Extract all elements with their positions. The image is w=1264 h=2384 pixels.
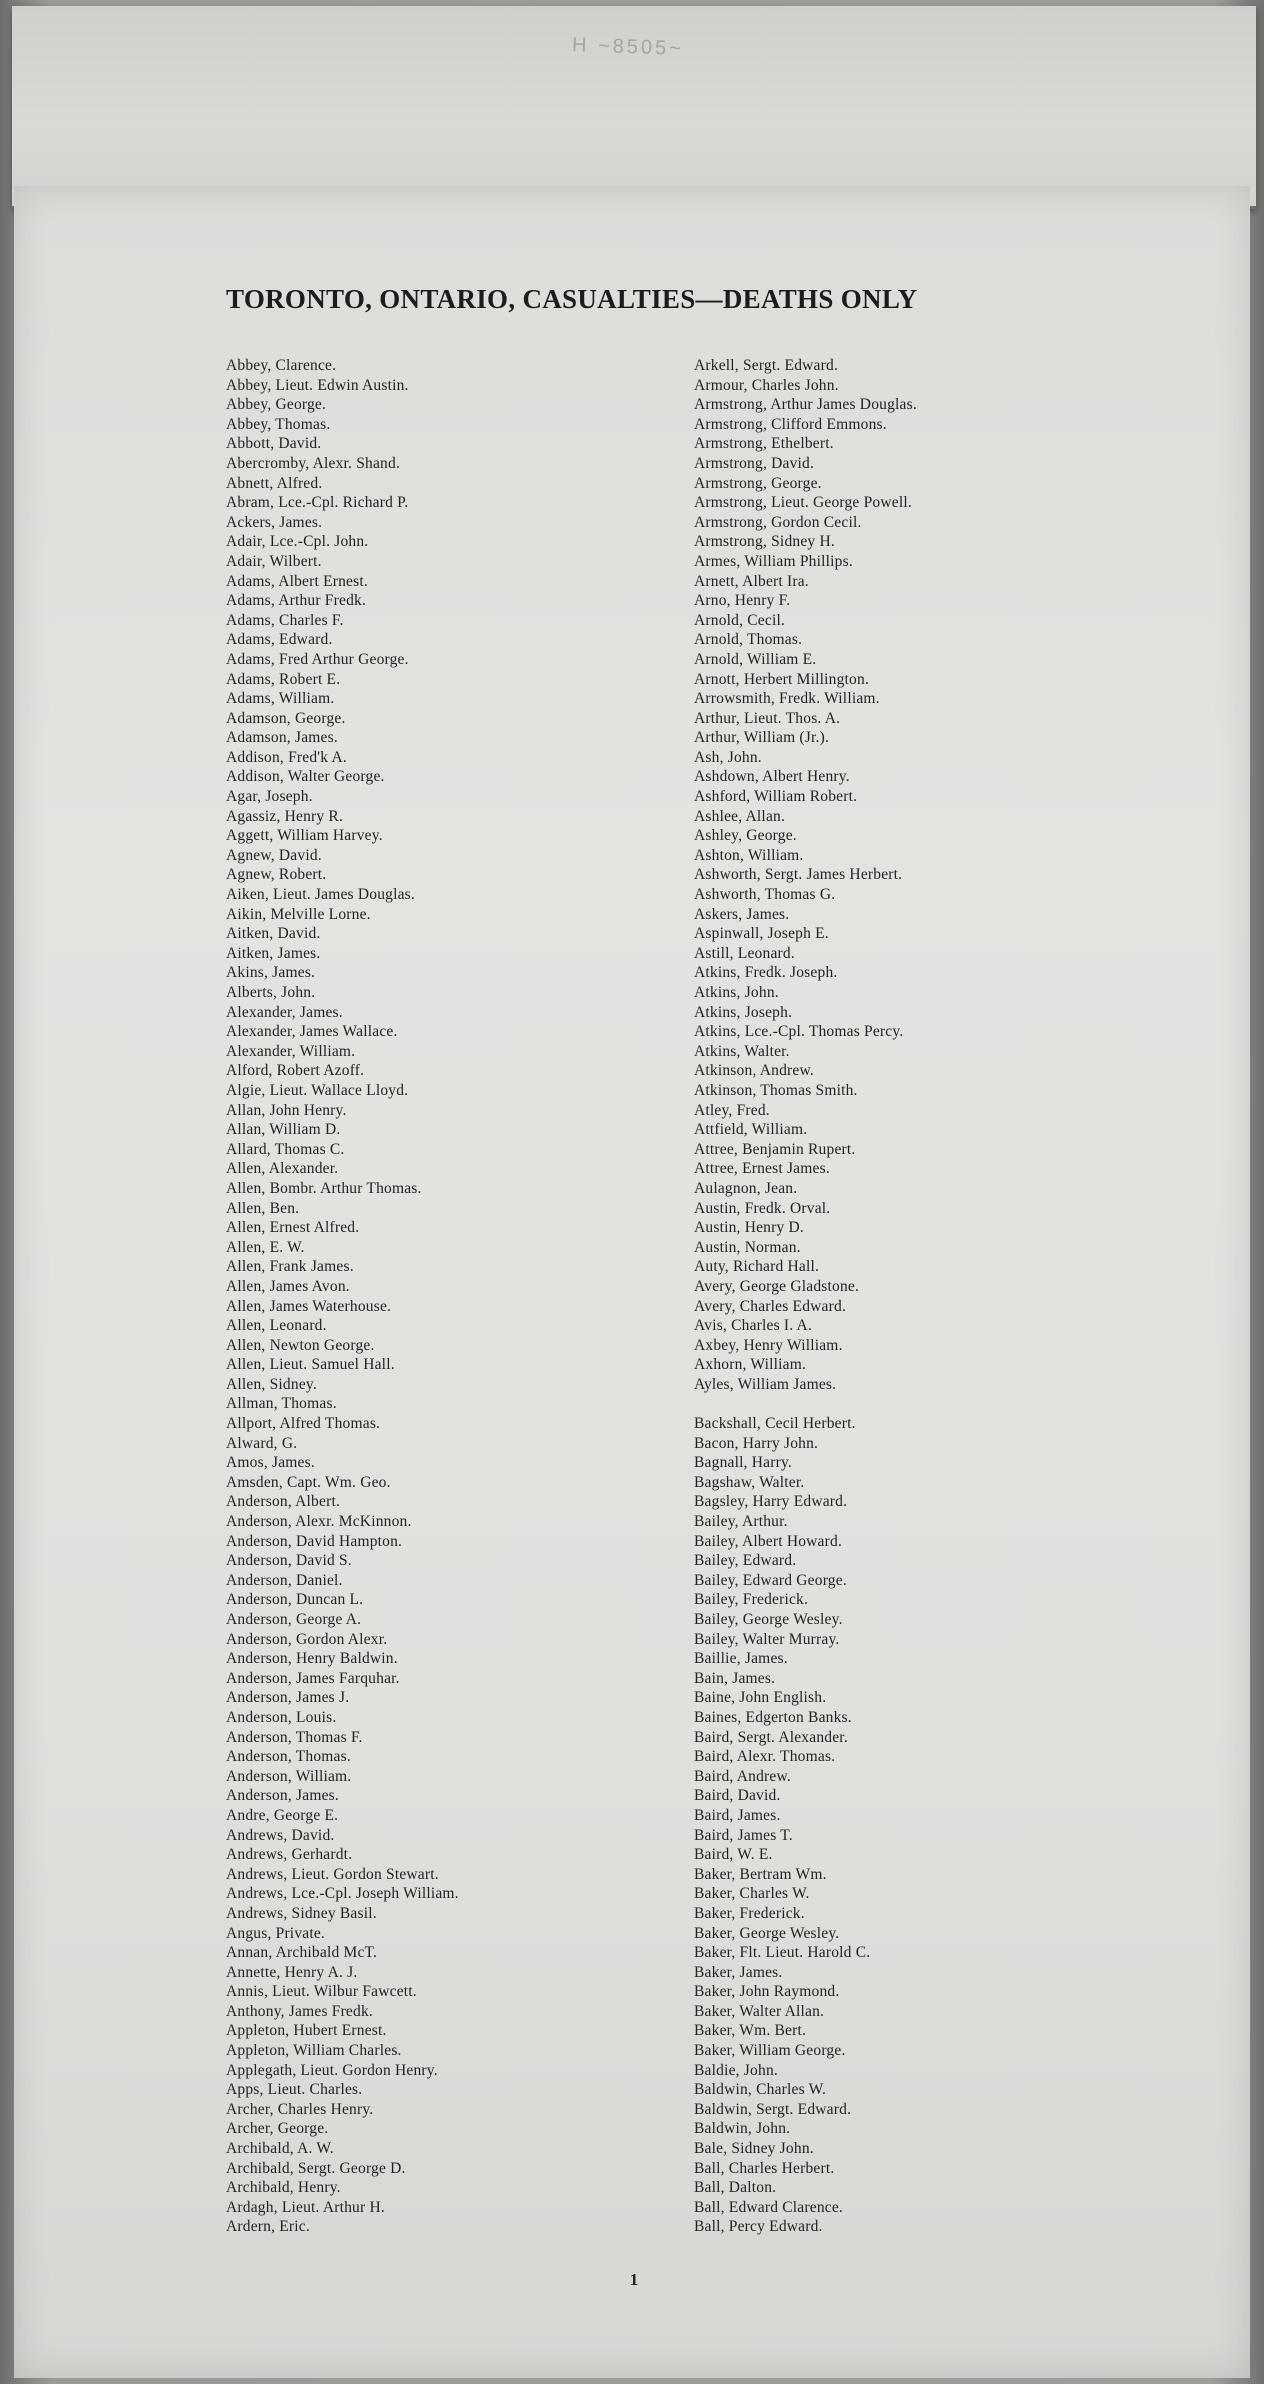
casualty-name: Adams, Arthur Fredk. [226, 592, 367, 610]
casualty-name: Atkins, John. [694, 984, 779, 1001]
casualty-name: Bagsley, Harry Edward. [694, 1493, 848, 1511]
casualty-name: Baker, Frederick. [694, 1904, 805, 1922]
casualty-name: Anderson, David Hampton. [226, 1532, 403, 1550]
casualty-name: Appleton, William Charles. [226, 2042, 402, 2060]
casualty-name: Alexander, James Wallace. [226, 1023, 398, 1041]
casualty-name: Abbey, Thomas. [226, 415, 331, 433]
casualty-name: Allport, Alfred Thomas. [226, 1415, 381, 1433]
casualty-name: Algie, Lieut. Wallace Lloyd. [226, 1081, 409, 1099]
casualty-name: Bacon, Harry John. [694, 1434, 819, 1452]
casualty-name: Baker, William George. [694, 2042, 846, 2060]
casualty-name: Armstrong, Clifford Emmons. [694, 415, 887, 433]
casualty-name: Archibald, Henry. [226, 2179, 341, 2197]
casualty-name: Addison, Walter George. [226, 768, 385, 786]
casualty-name: Allen, Ernest Alfred. [226, 1219, 360, 1237]
casualty-name: Armour, Charles John. [694, 376, 839, 394]
casualty-name: Akins, James. [226, 964, 316, 982]
casualty-name: Adams, Edward. [226, 631, 333, 649]
casualty-name: Bain, James. [694, 1669, 776, 1687]
casualty-name: Baldwin, Sergt. Edward. [694, 2100, 852, 2118]
casualty-name: Addison, Fred'k A. [226, 748, 347, 766]
casualty-name: Anderson, William. [226, 1767, 352, 1785]
casualty-name: Abram, Lce.-Cpl. Richard P. [226, 494, 409, 512]
list-gap [694, 1394, 1164, 1414]
casualty-name: Annis, Lieut. Wilbur Fawcett. [226, 1983, 417, 2001]
casualty-name: Atkins, Joseph. [694, 1003, 793, 1021]
casualty-name: Allard, Thomas C. [226, 1140, 345, 1158]
casualty-name: Atkins, Walter. [694, 1042, 790, 1060]
casualty-name: Baker, George Wesley. [694, 1924, 840, 1942]
casualty-name: Alberts, John. [226, 984, 316, 1001]
casualty-name: Atkins, Fredk. Joseph. [694, 964, 838, 982]
casualty-name: Baldwin, John. [694, 2120, 791, 2138]
casualty-name: Baines, Edgerton Banks. [694, 1708, 852, 1726]
casualty-name: Armstrong, George. [694, 474, 822, 492]
casualty-name: Allman, Thomas. [226, 1395, 337, 1413]
casualty-name: Andrews, David. [226, 1826, 335, 1844]
casualty-name: Atkins, Lce.-Cpl. Thomas Percy. [694, 1023, 904, 1041]
casualty-name: Arthur, Lieut. Thos. A. [694, 709, 841, 727]
casualty-name: Abercromby, Alexr. Shand. [226, 454, 401, 472]
casualty-name: Armes, William Phillips. [694, 552, 853, 570]
casualty-name: Arrowsmith, Fredk. William. [694, 690, 880, 708]
casualty-name: Allan, John Henry. [226, 1101, 347, 1119]
casualty-name: Annette, Henry A. J. [226, 1963, 358, 1981]
casualty-name: Armstrong, Gordon Cecil. [694, 513, 862, 531]
casualty-name: Atley, Fred. [694, 1101, 770, 1119]
pencil-annotation: H ~8505~ [571, 34, 685, 60]
casualty-name: Allen, Sidney. [226, 1375, 317, 1393]
casualty-name: Allen, Ben. [226, 1199, 300, 1217]
casualty-name: Ball, Percy Edward. [694, 2218, 823, 2236]
casualty-name: Abbey, George. [226, 396, 327, 414]
casualty-name: Anderson, Duncan L. [226, 1591, 364, 1609]
casualty-name: Anderson, Alexr. McKinnon. [226, 1513, 412, 1531]
casualty-name: Armstrong, Lieut. George Powell. [694, 494, 912, 512]
casualty-name: Annan, Archibald McT. [226, 1944, 378, 1962]
casualty-name: Bailey, Frederick. [694, 1591, 809, 1609]
casualty-name: Allen, Alexander. [226, 1160, 339, 1178]
casualty-name: Ashford, William Robert. [694, 788, 858, 806]
casualty-name: Anderson, Thomas F. [226, 1728, 363, 1746]
casualty-name: Bailey, Arthur. [694, 1513, 788, 1531]
casualty-name: Amsden, Capt. Wm. Geo. [226, 1473, 391, 1491]
casualty-name: Anderson, Louis. [226, 1708, 337, 1726]
casualty-name: Baldwin, Charles W. [694, 2081, 827, 2099]
casualty-name: Anderson, Albert. [226, 1493, 341, 1511]
page-title: TORONTO, ONTARIO, CASUALTIES—DEATHS ONLY [226, 284, 918, 314]
casualty-name: Attree, Benjamin Rupert. [694, 1140, 856, 1158]
casualty-name: Bailey, Albert Howard. [694, 1532, 843, 1550]
document-page [14, 186, 1250, 2378]
casualty-name: Bailey, Edward. [694, 1552, 797, 1570]
casualty-name: Alexander, William. [226, 1042, 356, 1060]
casualty-name: Anderson, James. [226, 1787, 339, 1805]
casualty-name: Alward, G. [226, 1434, 298, 1452]
casualty-name: Bailey, George Wesley. [694, 1611, 843, 1628]
casualty-name: Adams, Albert Ernest. [226, 572, 368, 590]
casualty-name: Aiken, Lieut. James Douglas. [226, 886, 415, 904]
casualty-name: Austin, Henry D. [694, 1219, 804, 1237]
casualty-name: Agassiz, Henry R. [226, 807, 344, 825]
casualty-name: Axbey, Henry William. [694, 1336, 843, 1354]
casualty-name: Armstrong, David. [694, 454, 815, 472]
casualty-name: Anderson, James Farquhar. [226, 1669, 400, 1687]
casualty-name: Ayles, William James. [694, 1375, 837, 1393]
casualty-name: Aitken, David. [226, 925, 321, 943]
casualty-name: Anderson, Thomas. [226, 1748, 351, 1766]
casualty-name: Archibald, A. W. [226, 2140, 334, 2158]
casualty-name: Avery, Charles Edward. [694, 1297, 847, 1315]
page-number: 1 [629, 2270, 639, 2289]
casualty-name: Arnold, Thomas. [694, 631, 803, 649]
casualty-name: Attree, Ernest James. [694, 1160, 830, 1178]
casualty-name: Arnett, Albert Ira. [694, 572, 809, 590]
casualty-name: Baker, Charles W. [694, 1885, 810, 1903]
casualty-name: Baldie, John. [694, 2061, 778, 2079]
casualty-name: Bailey, Walter Murray. [694, 1630, 840, 1648]
casualty-name: Allan, William D. [226, 1121, 341, 1139]
casualty-name: Arnott, Herbert Millington. [694, 670, 870, 688]
casualty-name: Askers, James. [694, 905, 790, 923]
casualty-name: Austin, Fredk. Orval. [694, 1199, 831, 1217]
casualty-name: Baker, John Raymond. [694, 1983, 840, 2001]
casualty-name: Aulagnon, Jean. [694, 1179, 798, 1197]
casualty-name: Baker, James. [694, 1963, 783, 1981]
names-column-right [694, 356, 1164, 2237]
casualty-name: Anderson, Daniel. [226, 1571, 343, 1589]
casualty-name: Arkell, Sergt. Edward. [694, 357, 839, 374]
casualty-name: Ashley, George. [694, 827, 797, 845]
casualty-name: Applegath, Lieut. Gordon Henry. [226, 2061, 438, 2079]
casualty-name: Baker, Walter Allan. [694, 2002, 825, 2020]
casualty-name: Baker, Flt. Lieut. Harold C. [694, 1944, 871, 1962]
casualty-name: Ash, John. [694, 748, 762, 766]
casualty-name: Backshall, Cecil Herbert. [694, 1415, 856, 1433]
names-column-left [226, 356, 696, 2237]
casualty-name: Baird, Sergt. Alexander. [694, 1728, 848, 1746]
casualty-name: Baird, Andrew. [694, 1767, 791, 1785]
casualty-name: Baine, John English. [694, 1689, 827, 1707]
casualty-name: Ashworth, Sergt. James Herbert. [694, 866, 903, 884]
casualty-name: Angus, Private. [226, 1924, 326, 1942]
casualty-name: Ackers, James. [226, 513, 323, 531]
casualty-name: Andre, George E. [226, 1806, 339, 1824]
casualty-name: Agnew, David. [226, 846, 322, 864]
casualty-name: Anderson, Henry Baldwin. [226, 1650, 398, 1668]
casualty-name: Arnold, William E. [694, 650, 817, 668]
casualty-name: Abbey, Clarence. [226, 357, 337, 374]
casualty-name: Allen, Bombr. Arthur Thomas. [226, 1179, 422, 1197]
casualty-name: Atkinson, Thomas Smith. [694, 1081, 858, 1099]
casualty-name: Agnew, Robert. [226, 866, 327, 884]
casualty-name: Austin, Norman. [694, 1238, 801, 1256]
casualty-name: Anderson, James J. [226, 1689, 350, 1707]
casualty-name: Ashdown, Albert Henry. [694, 768, 850, 786]
casualty-name: Anthony, James Fredk. [226, 2002, 373, 2020]
casualty-name: Ardagh, Lieut. Arthur H. [226, 2198, 385, 2216]
casualty-name: Armstrong, Arthur James Douglas. [694, 396, 917, 414]
casualty-name: Andrews, Gerhardt. [226, 1846, 353, 1864]
casualty-name: Aspinwall, Joseph E. [694, 925, 829, 943]
casualty-name: Arnold, Cecil. [694, 611, 786, 629]
casualty-name: Auty, Richard Hall. [694, 1258, 820, 1276]
casualty-name: Anderson, Gordon Alexr. [226, 1630, 388, 1648]
casualty-name: Baird, W. E. [694, 1846, 773, 1864]
casualty-name: Arthur, William (Jr.). [694, 729, 830, 747]
casualty-name: Andrews, Lieut. Gordon Stewart. [226, 1865, 439, 1883]
casualty-name: Axhorn, William. [694, 1356, 807, 1374]
casualty-name: Arno, Henry F. [694, 592, 791, 610]
casualty-name: Adams, Charles F. [226, 611, 344, 629]
casualty-name: Anderson, David S. [226, 1552, 352, 1570]
casualty-name: Aggett, William Harvey. [226, 827, 383, 845]
casualty-name: Aitken, James. [226, 944, 321, 962]
casualty-name: Adamson, James. [226, 729, 338, 747]
casualty-name: Avis, Charles I. A. [694, 1317, 813, 1335]
casualty-name: Baird, Alexr. Thomas. [694, 1748, 836, 1766]
casualty-name: Allen, Newton George. [226, 1336, 375, 1354]
casualty-name: Abbott, David. [226, 435, 322, 453]
casualty-name: Aikin, Melville Lorne. [226, 905, 371, 923]
casualty-name: Allen, James Waterhouse. [226, 1297, 392, 1315]
casualty-name: Atkinson, Andrew. [694, 1062, 814, 1080]
casualty-name: Baird, James T. [694, 1826, 793, 1844]
casualty-name: Adams, William. [226, 690, 335, 708]
casualty-name: Alford, Robert Azoff. [226, 1062, 365, 1080]
casualty-name: Adair, Lce.-Cpl. John. [226, 533, 369, 551]
casualty-name: Ardern, Eric. [226, 2218, 310, 2236]
casualty-name: Abbey, Lieut. Edwin Austin. [226, 376, 409, 394]
casualty-name: Archibald, Sergt. George D. [226, 2159, 406, 2177]
casualty-name: Bagshaw, Walter. [694, 1473, 805, 1491]
casualty-name: Ball, Edward Clarence. [694, 2198, 844, 2216]
casualty-name: Ball, Dalton. [694, 2179, 777, 2197]
casualty-name: Archer, George. [226, 2120, 329, 2138]
casualty-name: Adams, Robert E. [226, 670, 341, 688]
casualty-name: Baker, Bertram Wm. [694, 1865, 827, 1883]
casualty-name: Adair, Wilbert. [226, 552, 322, 570]
casualty-name: Attfield, William. [694, 1121, 808, 1139]
casualty-name: Amos, James. [226, 1454, 315, 1472]
folder-flap [12, 6, 1256, 209]
casualty-name: Andrews, Sidney Basil. [226, 1904, 377, 1922]
casualty-name: Armstrong, Sidney H. [694, 533, 835, 551]
casualty-name: Appleton, Hubert Ernest. [226, 2022, 387, 2040]
casualty-name: Allen, E. W. [226, 1238, 305, 1256]
casualty-name: Baillie, James. [694, 1650, 788, 1668]
casualty-name: Ashlee, Allan. [694, 807, 786, 825]
casualty-name: Baird, David. [694, 1787, 781, 1805]
casualty-name: Adamson, George. [226, 709, 346, 727]
casualty-name: Allen, Lieut. Samuel Hall. [226, 1356, 395, 1374]
casualty-name: Apps, Lieut. Charles. [226, 2081, 363, 2099]
casualty-name: Allen, Frank James. [226, 1258, 354, 1276]
casualty-name: Agar, Joseph. [226, 788, 313, 806]
casualty-name: Baird, James. [694, 1806, 781, 1824]
casualty-name: Bagnall, Harry. [694, 1454, 792, 1472]
casualty-name: Abnett, Alfred. [226, 474, 323, 492]
casualty-name: Bailey, Edward George. [694, 1571, 847, 1589]
casualty-name: Ashton, William. [694, 846, 804, 864]
casualty-name: Astill, Leonard. [694, 944, 795, 962]
casualty-name: Allen, Leonard. [226, 1317, 327, 1335]
casualty-name: Anderson, George A. [226, 1611, 362, 1628]
casualty-name: Andrews, Lce.-Cpl. Joseph William. [226, 1885, 459, 1903]
casualty-name: Avery, George Gladstone. [694, 1277, 860, 1295]
casualty-name: Archer, Charles Henry. [226, 2100, 374, 2118]
casualty-name: Baker, Wm. Bert. [694, 2022, 807, 2040]
casualty-name: Adams, Fred Arthur George. [226, 650, 409, 668]
casualty-name: Allen, James Avon. [226, 1277, 350, 1295]
casualty-name: Bale, Sidney John. [694, 2140, 814, 2158]
casualty-name: Ball, Charles Herbert. [694, 2159, 835, 2177]
casualty-name: Alexander, James. [226, 1003, 343, 1021]
casualty-name: Ashworth, Thomas G. [694, 886, 836, 904]
casualty-name: Armstrong, Ethelbert. [694, 435, 834, 453]
